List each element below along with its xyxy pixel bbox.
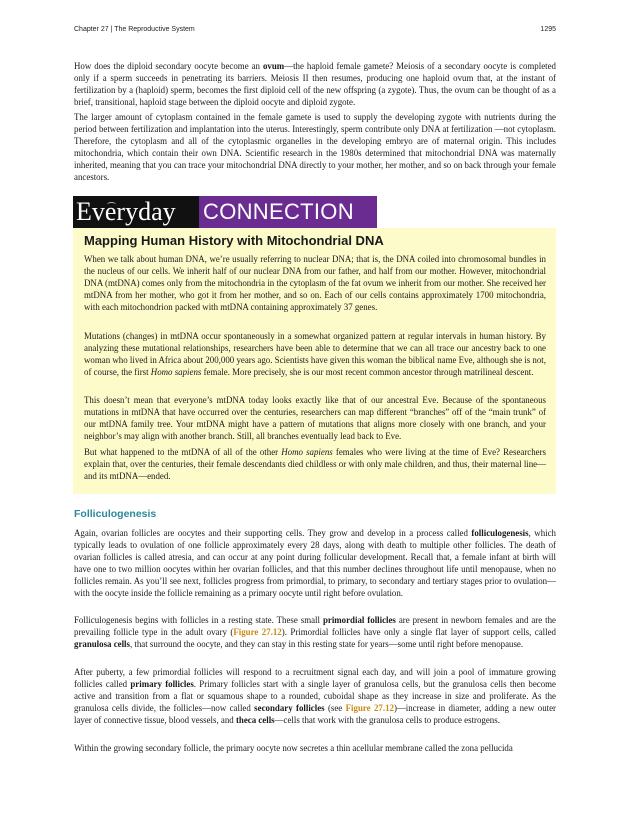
page-number: 1295 bbox=[540, 26, 556, 33]
callout-title: Mapping Human History with Mitochondrial DNA bbox=[84, 233, 384, 248]
term-folliculogenesis: folliculogenesis bbox=[471, 528, 529, 538]
term-primordial-follicles: primordial follicles bbox=[322, 615, 396, 625]
callout-paragraph-3: This doesn’t mean that everyone’s mtDNA today looks exactly like that of our ancestral Eve. Because of the spontaneous mutations in mtDNA that have occurred over the centuries, researchers can map different “branches” off of the “main trunk” of our mtDNA family tree. Your mtDNA might have a pattern of mutations that aligns more closely with one branch, and your neighbor’s may align with another branch. Still, all branches eventually lead back to Eve. bbox=[84, 395, 546, 442]
callout-paragraph-1: When we talk about human DNA, we’re usually referring to nuclear DNA; that is, the DNA coiled into chromosomal bundles in the nucleus of our cells. We inherit half of our nuclear DNA from our father, and half from our mother. However, mitochondrial DNA (mtDNA) comes only from the mitochondria in the cytoplasm of the fat ovum we inherit from our mother. She received her mtDNA from her mother, who got it from her mother, and so on. Each of our cells contains approximately 1700 mitochondria, with each mitochondrion packed with mtDNA containing approximately 37 genes. bbox=[84, 254, 546, 313]
intro-paragraph-2: The larger amount of cytoplasm contained in the female gamete is used to supply the developing zygote with nutrients during the period between fertilization and implantation into the uterus. Interestingly, sperm contribute only DNA at fertilization —not cytoplasm. Therefore, the cytoplasm and all of the cytoplasmic organelles in the developing embryo are of maternal origin. This includes mitochondria, which contain their own DNA. Scientific research in the 1980s determined that mitochondrial DNA was maternally inherited, meaning that you can trace your mitochondrial DNA directly to your mother, her mother, and so on back through your female ancestors. bbox=[74, 112, 556, 183]
banner-connection: CONNECTION bbox=[199, 196, 377, 228]
figure-link[interactable]: Figure 27.12 bbox=[345, 703, 394, 714]
term-theca-cells: theca cells bbox=[235, 715, 275, 726]
everyday-connection-banner bbox=[73, 196, 377, 228]
section-paragraph-4: Within the growing secondary follicle, the primary oocyte now secretes a thin acellular membrane called the zona pellucida bbox=[74, 743, 513, 753]
figure-link[interactable]: Figure 27.12 bbox=[233, 627, 282, 638]
section-paragraph-3: After puberty, a few primordial follicles will respond to a recruitment signal each day, and will join a pool of immature growing follicles called primary follicles. Primary follicles start with a single layer of granulosa cells, but the granulosa cells then become active and transition from a flat or squamous shape to a rounded, cuboidal shape as they increase in size and proliferate. As the granulosa cells divide, the follicles—now called secondary follicles (see Figure 27.12)—increase in diameter, adding a new outer layer of connective tissue, blood vessels, and theca cells—cells that work with the granulosa cells to produce estrogens. bbox=[74, 667, 556, 726]
term-granulosa-cells: granulosa cells bbox=[74, 639, 130, 650]
term-secondary-follicles: secondary follicles bbox=[254, 703, 325, 714]
section-heading: Folliculogenesis bbox=[74, 508, 157, 520]
section-paragraph-1: Again, ovarian follicles are oocytes and their supporting cells. They grow and develop in a process called folliculogenesis, which typically leads to ovulation of one follicle approximately every 28 days, along with death to multiple other follicles. The death of ovarian follicles is called atresia, and can occur at any point during follicular development. Recall that, a female infant at birth will have one to two million oocytes within her ovarian follicles, and that this number declines throughout life until menopause, when no follicles remain. As you’ll see next, follicles progress from primordial, to primary, to secondary and tertiary stages prior to ovulation—with the oocyte inside the follicle remaining as a primary oocyte until right before ovulation. bbox=[74, 528, 556, 599]
callout-paragraph-2: Mutations (changes) in mtDNA occur spontaneously in a somewhat organized pattern at regular intervals in human history. By analyzing these mutational relationships, researchers have been able to determine that we can all trace our ancestry back to one woman who lived in Africa about 200,000 years ago. Scientists have given this woman the biblical name Eve, although she is not, of course, the first Homo sapiens female. More precisely, she is our most recent common ancestor through matrilineal descent. bbox=[84, 331, 546, 378]
banner-everyday: Everyday bbox=[73, 196, 199, 228]
feature-callout-box bbox=[73, 228, 556, 494]
section-paragraph-2: Folliculogenesis begins with follicles in a resting state. These small primordial follicles are present in newborn females and are the prevailing follicle type in the adult ovary (Figure 27.12). Primordial follicles have only a single flat layer of support cells, called granulosa cells, that surround the oocyte, and they can stay in this resting state for years—some until right before menopause. bbox=[74, 615, 556, 650]
term-ovum: ovum bbox=[262, 61, 285, 71]
banner-swirl-decoration bbox=[107, 202, 116, 207]
term-primary-follicles: primary follicles bbox=[130, 679, 194, 690]
callout-paragraph-4: But what happened to the mtDNA of all of the other Homo sapiens females who were living at the time of Eve? Researchers explain that, over the centuries, their female descendants died childless or with only male children, and thus, their maternal line—and its mtDNA—ended. bbox=[84, 447, 547, 482]
intro-paragraph-1: How does the diploid secondary oocyte become an ovum—the haploid female gamete? Meiosis of a secondary oocyte is completed only if a sperm succeeds in penetrating its barriers. Meiosis II then resumes, producing one haploid ovum that, at the instant of fertilization by a (haploid) sperm, becomes the first diploid cell of the new offspring (a zygote). Thus, the ovum can be thought of as a brief, transitional, haploid stage between the diploid oocyte and diploid zygote. bbox=[74, 61, 556, 108]
chapter-title: Chapter 27 | The Reproductive System bbox=[74, 26, 195, 33]
